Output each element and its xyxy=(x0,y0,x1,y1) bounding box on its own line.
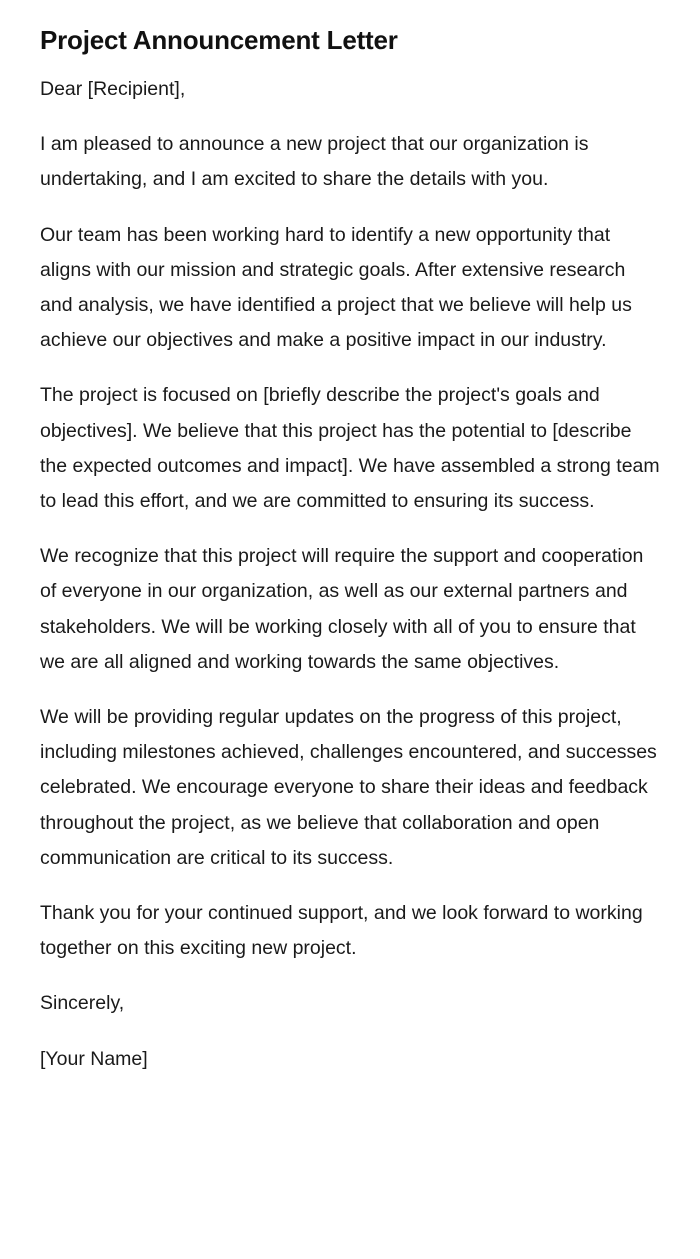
paragraph-support: We recognize that this project will require the support and cooperation of everyone in our organization, as well as our external partners and stakeholders. We will be working closely with all of you to ensure that we are all aligned and working towards the same objectives. xyxy=(40,545,644,673)
paragraph-thanks: Thank you for your continued support, and we look forward to working together on this exciting new project. xyxy=(40,902,643,960)
signature: [Your Name] xyxy=(40,1047,148,1070)
paragraph-opportunity: Our team has been working hard to identify a new opportunity that aligns with our mission and strategic goals. After extensive research and analysis, we have identified a project that we believe will help us achieve our objectives and make a positive impact in our industry. xyxy=(40,223,632,352)
closing: Sincerely, xyxy=(40,992,125,1015)
paragraph-updates: We will be providing regular updates on the progress of this project, including milestones achieved, challenges encountered, and successes celebrated. We encourage everyone to share their ideas and feedback throughout the project, as we believe that collaboration and open communication are critical to its success. xyxy=(40,706,657,869)
paragraph-focus: The project is focused on [briefly describe the project's goals and objectives]. We believe that this project has the potential to [describe the expected outcomes and impact]. We have assembled a strong team to lead this effort, and we are committed to ensuring its success. xyxy=(40,384,660,513)
paragraph-intro: I am pleased to announce a new project that our organization is undertaking, and I am excited to share the details with you. xyxy=(40,133,589,191)
letter-title: Project Announcement Letter xyxy=(40,25,398,55)
salutation: Dear [Recipient], xyxy=(40,78,186,100)
